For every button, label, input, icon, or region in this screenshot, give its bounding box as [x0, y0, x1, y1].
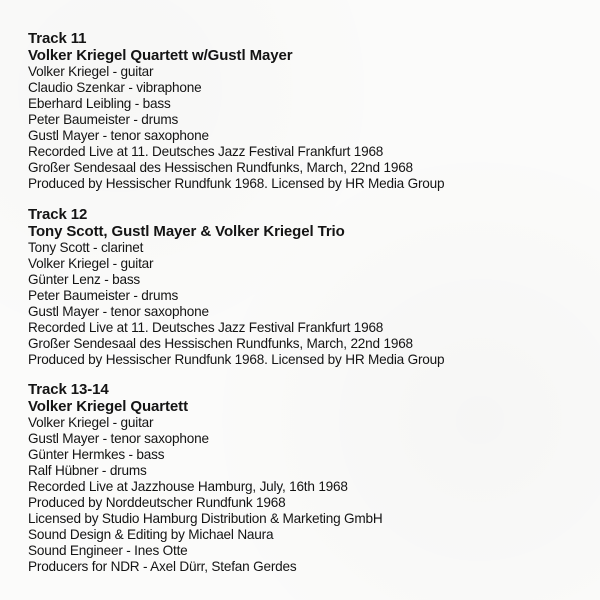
track-title: Volker Kriegel Quartett: [28, 398, 188, 415]
credit-line: Eberhard Leibling - bass: [28, 96, 171, 111]
credit-line: Peter Baumeister - drums: [28, 288, 179, 303]
producers-credit: Producers for NDR - Axel Dürr, Stefan Gerdes: [28, 559, 297, 574]
production-info: Produced by Norddeutscher Rundfunk 1968: [28, 495, 286, 510]
production-info: Produced by Hessischer Rundfunk 1968. Licensed by HR Media Group: [28, 176, 445, 191]
credit-line: Tony Scott - clarinet: [28, 240, 144, 255]
credit-line: Volker Kriegel - guitar: [28, 415, 154, 430]
track-title: Tony Scott, Gustl Mayer & Volker Kriegel Trio: [28, 223, 345, 240]
track-number: Track 11: [28, 30, 87, 47]
track-number: Track 12: [28, 206, 88, 223]
sound-design-credit: Sound Design & Editing by Michael Naura: [28, 527, 274, 542]
credit-line: Ralf Hübner - drums: [28, 463, 147, 478]
recording-venue: Großer Sendesaal des Hessischen Rundfunks, March, 22nd 1968: [28, 336, 413, 351]
sound-engineer-credit: Sound Engineer - Ines Otte: [28, 543, 188, 558]
license-info: Licensed by Studio Hamburg Distribution & Marketing GmbH: [28, 511, 383, 526]
credit-line: Volker Kriegel - guitar: [28, 64, 154, 79]
recording-info: Recorded Live at 11. Deutsches Jazz Festival Frankfurt 1968: [28, 320, 384, 335]
credit-line: Peter Baumeister - drums: [28, 112, 179, 127]
credit-line: Gustl Mayer - tenor saxophone: [28, 304, 209, 319]
production-info: Produced by Hessischer Rundfunk 1968. Licensed by HR Media Group: [28, 352, 445, 367]
credit-line: Günter Hermkes - bass: [28, 447, 165, 462]
recording-info: Recorded Live at Jazzhouse Hamburg, July, 16th 1968: [28, 479, 348, 494]
credit-line: Gustl Mayer - tenor saxophone: [28, 431, 209, 446]
credit-line: Günter Lenz - bass: [28, 272, 141, 287]
credit-line: Gustl Mayer - tenor saxophone: [28, 128, 209, 143]
recording-venue: Großer Sendesaal des Hessischen Rundfunks, March, 22nd 1968: [28, 160, 413, 175]
credit-line: Volker Kriegel - guitar: [28, 256, 154, 271]
track-number: Track 13-14: [28, 381, 109, 398]
credit-line: Claudio Szenkar - vibraphone: [28, 80, 202, 95]
recording-info: Recorded Live at 11. Deutsches Jazz Festival Frankfurt 1968: [28, 144, 384, 159]
track-block-12: [28, 206, 588, 368]
track-block-13-14: [28, 381, 588, 575]
track-title: Volker Kriegel Quartett w/Gustl Mayer: [28, 47, 293, 64]
track-block-11: [28, 30, 588, 192]
